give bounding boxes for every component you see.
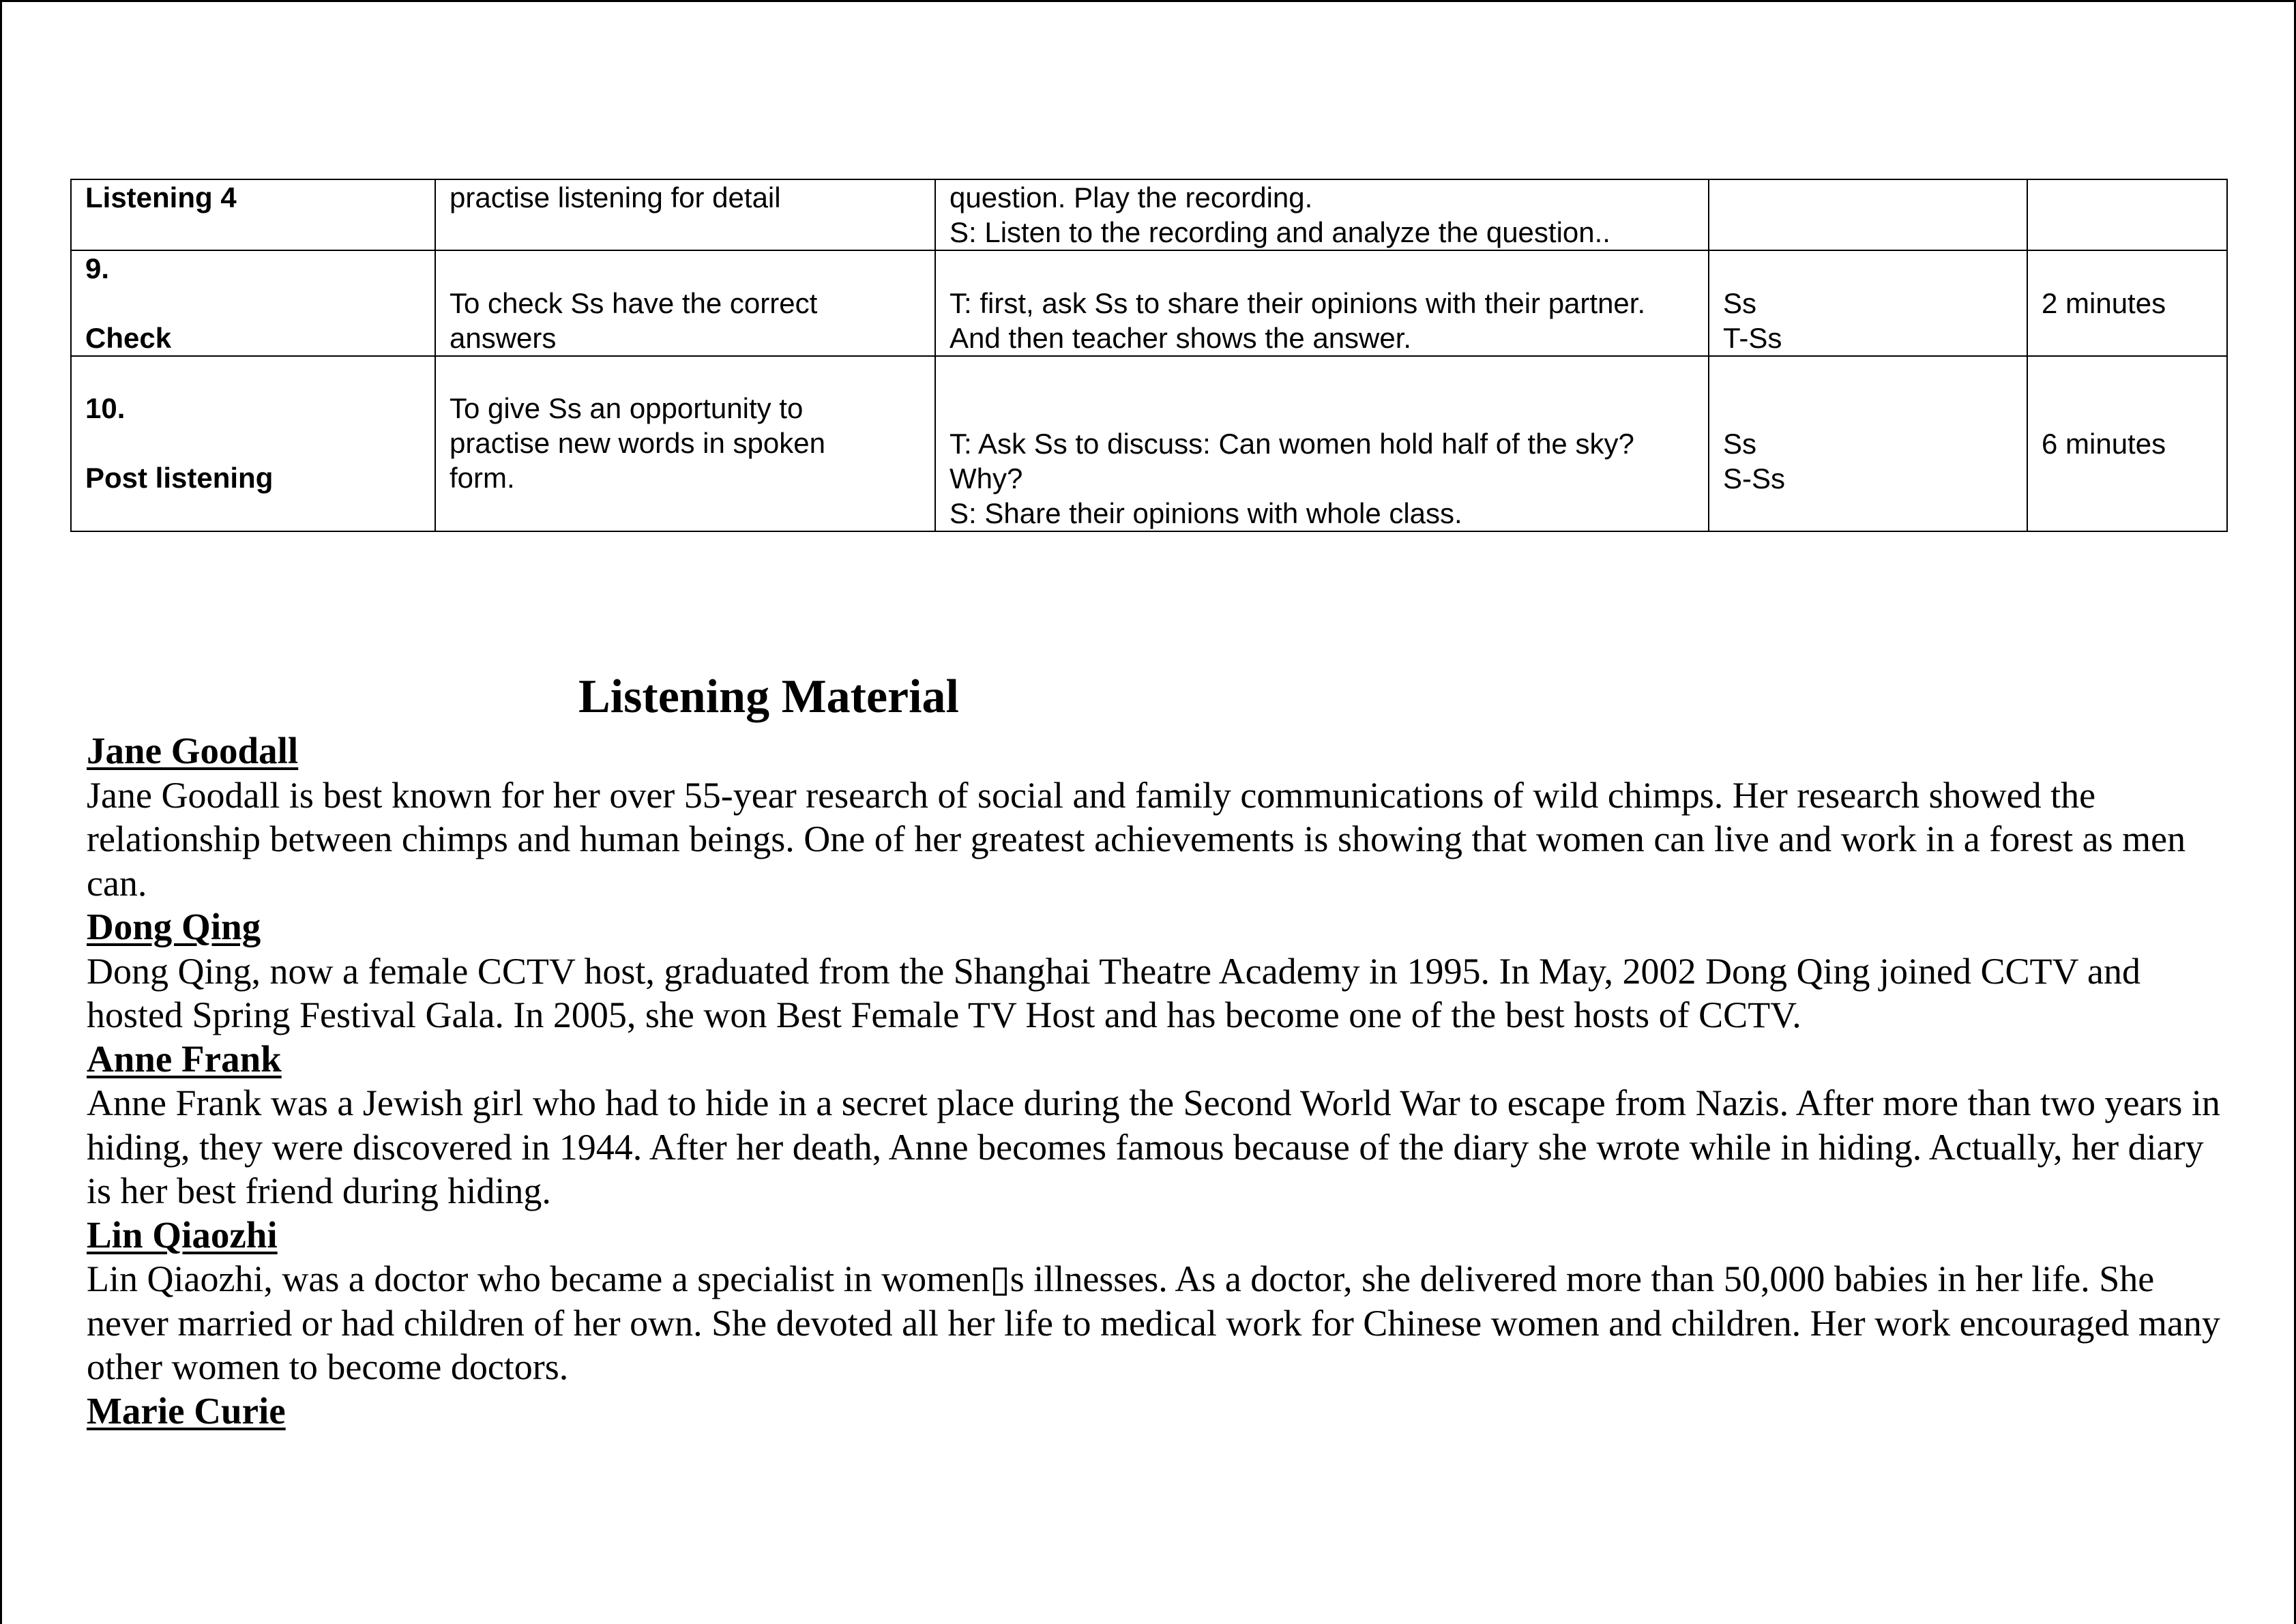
purpose-cell: To give Ss an opportunity to practise new words in spoken form. xyxy=(435,356,935,531)
section-text-anne-frank: Anne Frank was a Jewish girl who had to hide in a secret place during the Second World War to escape from Nazis. After more than two years in hiding, they were discovered in 1944. After her death, Anne becomes famous because of the diary she wrote while in hiding. Actually, her diary is her best friend during hiding. xyxy=(87,1082,2220,1211)
procedure-cell: question. Play the recording. S: Listen to the recording and analyze the question.. xyxy=(935,179,1709,250)
time-cell: 6 minutes xyxy=(2027,356,2227,531)
table-row xyxy=(71,356,2227,531)
section-text-dong-qing: Dong Qing, now a female CCTV host, graduated from the Shanghai Theatre Academy in 1995. In May, 2002 Dong Qing joined CCTV and hosted Spring Festival Gala. In 2005, she won Best Female TV Host and has become one of the best hosts of CCTV. xyxy=(87,950,2140,1035)
table-row xyxy=(71,250,2227,356)
section-text-jane-goodall: Jane Goodall is best known for her over 55-year research of social and family communications of wild chimps. Her research showed the relationship between chimps and human beings. One of her greatest achievements is showing that women can live and work in a forest as men can. xyxy=(87,774,2186,904)
interaction-cell xyxy=(1709,179,2027,250)
time-cell xyxy=(2027,179,2227,250)
procedure-cell: T: Ask Ss to discuss: Can women hold half of the sky? Why? S: Share their opinions with whole class. xyxy=(935,356,1709,531)
procedure-cell: T: first, ask Ss to share their opinions with their partner. And then teacher shows the answer. xyxy=(935,250,1709,356)
section-heading-jane-goodall: Jane Goodall xyxy=(87,730,299,771)
table-row xyxy=(71,179,2227,250)
section-heading-lin-qiaozhi: Lin Qiaozhi xyxy=(87,1213,278,1256)
interaction-cell: Ss T-Ss xyxy=(1709,250,2027,356)
material-title: Listening Material xyxy=(578,670,959,723)
interaction-cell: Ss S-Ss xyxy=(1709,356,2027,531)
purpose-cell: practise listening for detail xyxy=(435,179,935,250)
section-heading-dong-qing: Dong Qing xyxy=(87,906,261,947)
step-cell: 10. Post listening xyxy=(71,356,435,531)
step-cell: 9. Check xyxy=(71,250,435,356)
purpose-cell: To check Ss have the correct answers xyxy=(435,250,935,356)
section-text-lin-qiaozhi: Lin Qiaozhi, was a doctor who became a specialist in women▯s illnesses. As a doctor, she delivered more than 50,000 babies in her life. She never married or had children of her own. She devoted all her life to medical work for Chinese women and children. Her work encouraged many other women to become doctors. xyxy=(87,1258,2220,1387)
listening-material xyxy=(87,665,2235,1433)
section-heading-marie-curie: Marie Curie xyxy=(87,1389,286,1432)
section-heading-anne-frank: Anne Frank xyxy=(87,1037,282,1080)
lesson-plan-table xyxy=(70,179,2228,532)
step-cell: Listening 4 xyxy=(71,179,435,250)
time-cell: 2 minutes xyxy=(2027,250,2227,356)
